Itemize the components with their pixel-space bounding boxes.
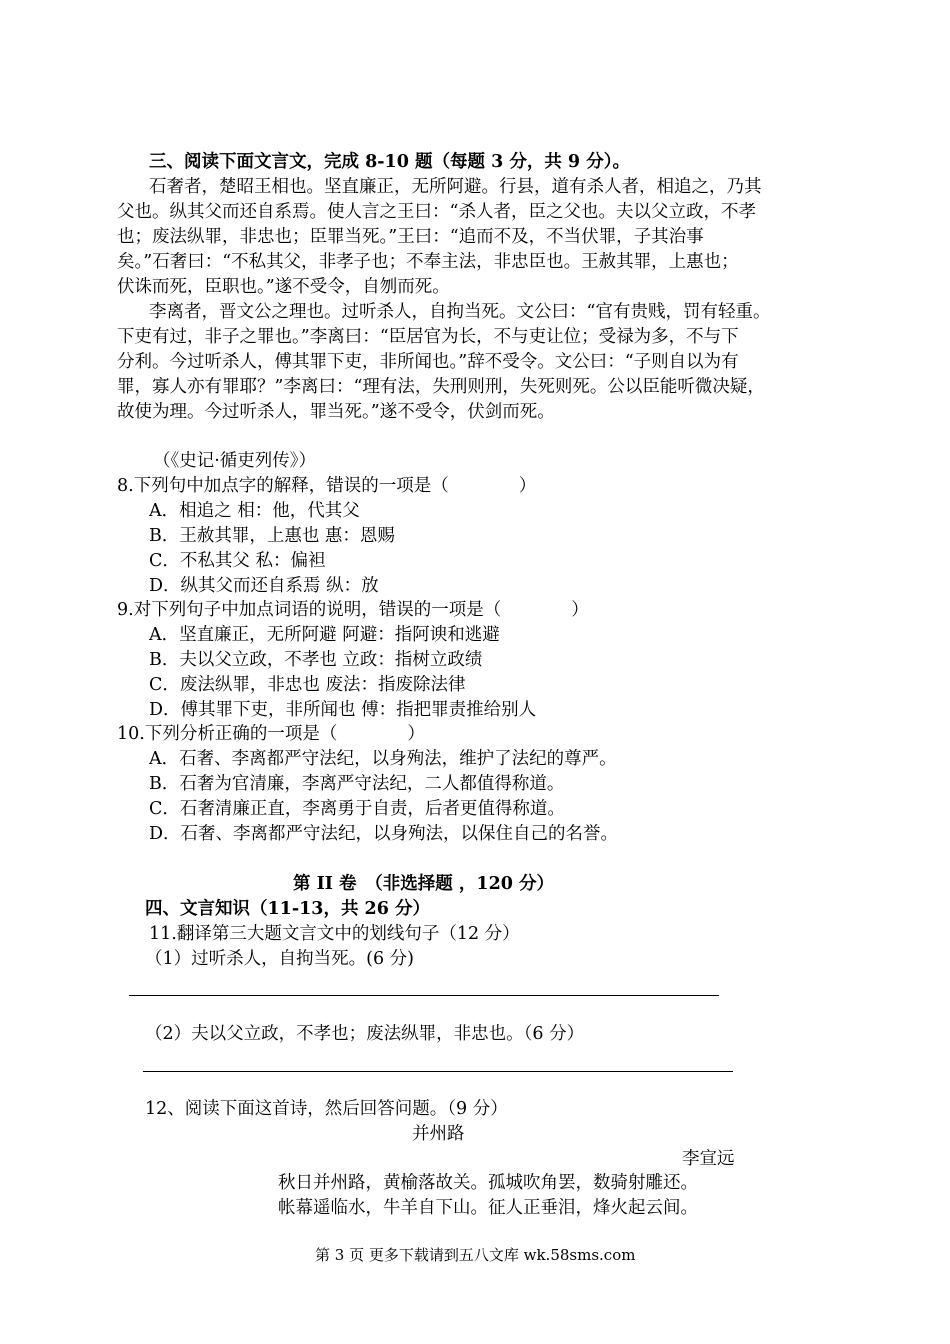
question-10-option: C．石奢清廉正直，李离勇于自责，后者更值得称道。	[149, 799, 565, 819]
question-8-option: D．纵其父而还自系焉 纵：放	[149, 576, 379, 596]
passage-source: （《史记·循吏列传》）	[153, 451, 317, 471]
question-11-2: （2）夫以父立政，不孝也；废法纵罪，非忠也。（6 分）	[145, 1024, 585, 1044]
passage-line: 下吏有过，非子之罪也。”李离曰：“臣居官为长，不与吏让位；受禄为多，不与下	[117, 327, 739, 347]
question-9-option: C．废法纵罪，非忠也 废法：指废除法律	[149, 675, 466, 695]
passage-line: 矣。”石奢曰：“不私其父，非孝子也；不奉主法，非忠臣也。王赦其罪，上惠也；	[117, 252, 739, 272]
question-8-option: B．王赦其罪，上惠也 惠：恩赐	[149, 526, 395, 546]
question-11-stem: 11.翻译第三大题文言文中的划线句子（12 分）	[149, 924, 520, 944]
question-9-option: D．傅其罪下吏，非所闻也 傅：指把罪责推给别人	[149, 700, 537, 720]
answer-line	[143, 1071, 733, 1072]
question-12-stem: 12、阅读下面这首诗，然后回答问题。（9 分）	[145, 1099, 508, 1119]
passage-line: 分利。今过听杀人，傅其罪下吏，非所闻也。”辞不受令。文公曰：“子则自以为有	[117, 352, 739, 372]
question-10-option: B．石奢为官清廉，李离严守法纪，二人都值得称道。	[149, 774, 565, 794]
passage-line: 罪，寡人亦有罪耶？”李离曰：“理有法，失刑则刑，失死则死。公以臣能听微决疑，	[117, 377, 765, 397]
question-10-option: A．石奢、李离都严守法纪，以身殉法，维护了法纪的尊严。	[149, 749, 617, 769]
passage-line: 也；废法纵罪，非忠也；臣罪当死。”王曰：“追而不及，不当伏罪，子其治事	[117, 227, 704, 247]
question-9-stem: 9.对下列句子中加点词语的说明，错误的一项是（ ）	[117, 600, 589, 620]
section4-heading: 四、文言知识（11-13，共 26 分）	[145, 899, 431, 919]
question-9-option: A．坚直廉正，无所阿避 阿避：指阿谀和逃避	[149, 625, 500, 645]
question-11-1: （1）过听杀人，自拘当死。(6 分)	[145, 949, 414, 969]
poem-title: 并州路	[412, 1124, 465, 1144]
question-10-stem: 10.下列分析正确的一项是（ ）	[117, 724, 425, 744]
poem-line: 秋日并州路，黄榆落故关。孤城吹角罢，数骑射雕还。	[278, 1173, 698, 1193]
answer-line	[129, 995, 719, 996]
part2-title: 第 II 卷 （非选择题 ，120 分）	[293, 874, 555, 894]
question-10-option: D．石奢、李离都严守法纪，以身殉法，以保住自己的名誉。	[149, 824, 619, 844]
question-8-option: A．相追之 相：他，代其父	[149, 501, 360, 521]
passage-line: 李离者，晋文公之理也。过听杀人，自拘当死。文公曰：“官有贵贱，罚有轻重。	[149, 302, 771, 322]
question-8-option: C．不私其父 私：偏袒	[149, 551, 326, 571]
passage-line: 故使为理。今过听杀人，罪当死。”遂不受令，伏剑而死。	[117, 402, 555, 422]
question-8-stem: 8.下列句中加点字的解释，错误的一项是（ ）	[117, 476, 537, 496]
passage-line: 伏诛而死，臣职也。”遂不受令，自刎而死。	[117, 277, 450, 297]
poem-author: 李宣远	[682, 1149, 735, 1169]
question-9-option: B．夫以父立政，不孝也 立政：指树立政绩	[149, 650, 483, 670]
poem-line: 帐幕遥临水，牛羊自下山。征人正垂泪，烽火起云间。	[278, 1198, 698, 1218]
passage-line: 父也。纵其父而还自系焉。使人言之王曰：“杀人者，臣之父也。夫以父立政，不孝	[117, 202, 756, 222]
section3-heading: 三、阅读下面文言文，完成 8-10 题（每题 3 分，共 9 分）。	[149, 152, 630, 172]
page-footer: 第 3 页 更多下载请到五八文库 wk.58sms.com	[315, 1246, 636, 1264]
passage-line: 石奢者，楚昭王相也。坚直廉正，无所阿避。行县，道有杀人者，相追之，乃其	[149, 177, 762, 197]
